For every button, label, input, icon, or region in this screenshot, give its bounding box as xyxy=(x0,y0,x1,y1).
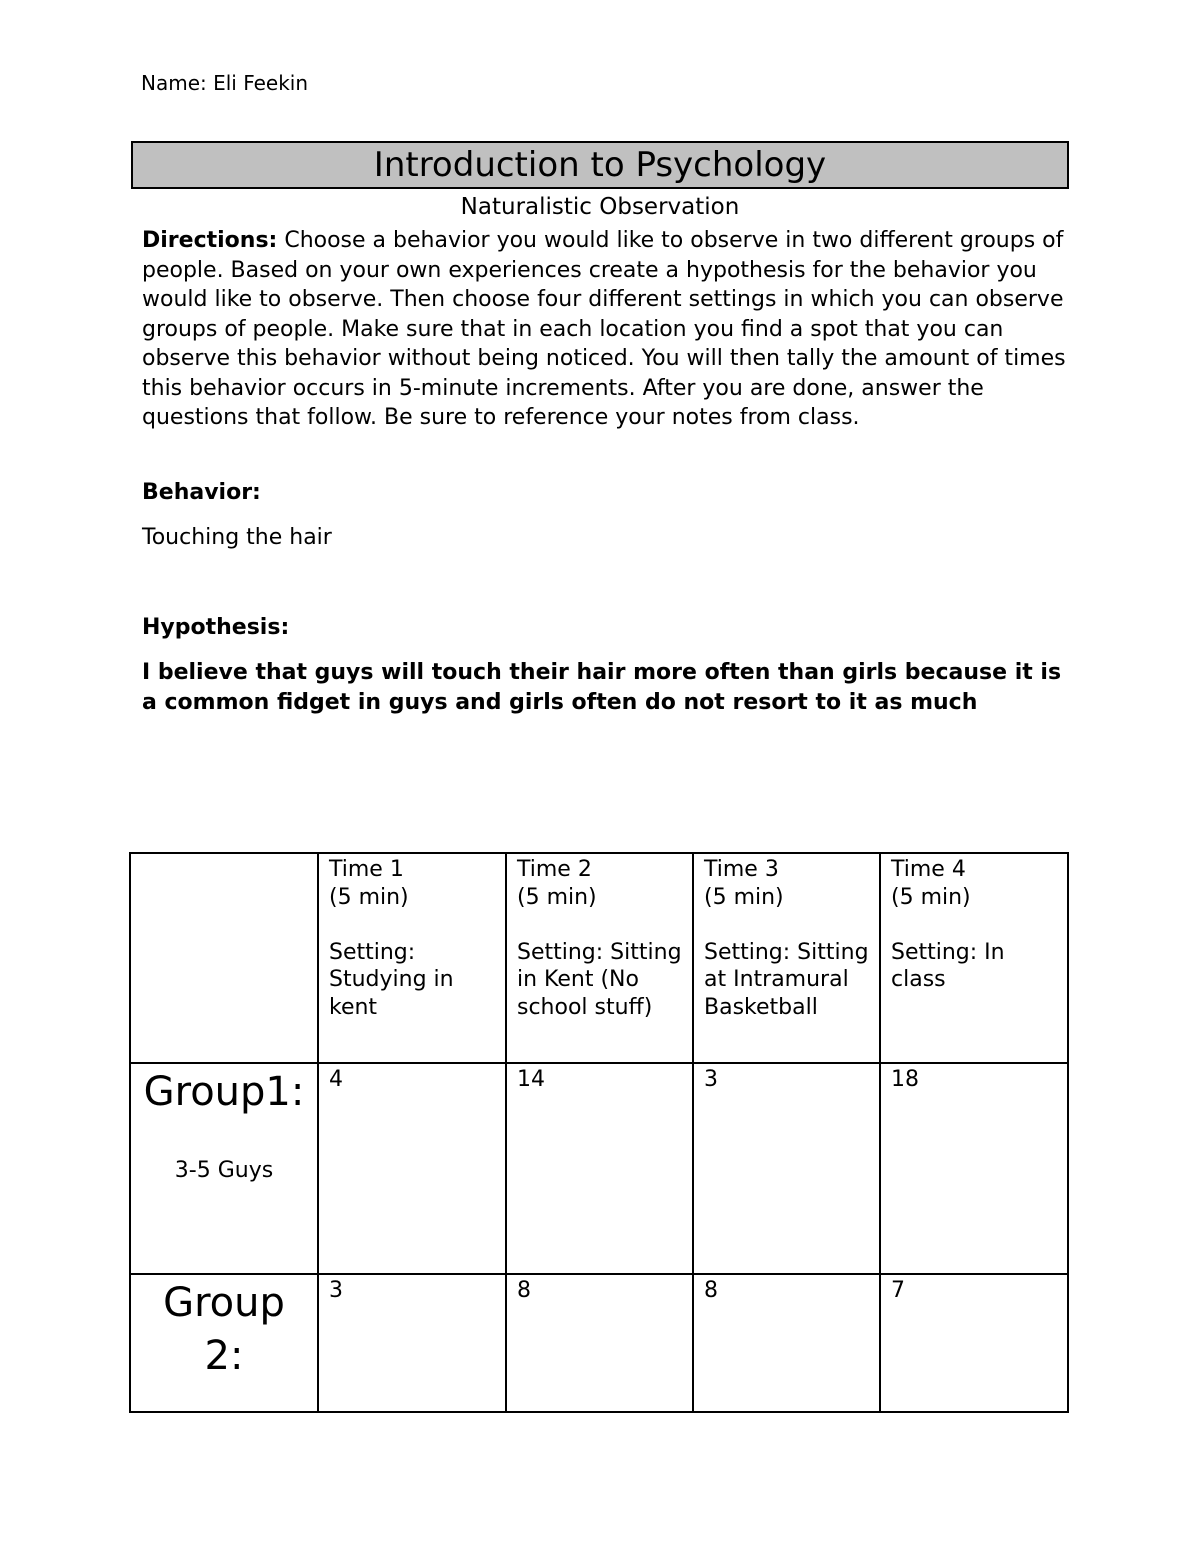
table-cell: 8 xyxy=(506,1274,693,1412)
table-header-cell xyxy=(506,853,693,1063)
table-cell: 18 xyxy=(880,1063,1068,1274)
table-cell: 14 xyxy=(506,1063,693,1274)
hypothesis-value: I believe that guys will touch their hair more often than girls because it is a common fidget in guys and girls often do not resort to it as much xyxy=(142,660,1062,715)
duration-label: (5 min) xyxy=(517,884,597,910)
table-header-cell xyxy=(880,853,1068,1063)
hypothesis-label: Hypothesis: xyxy=(142,615,290,640)
duration-label: (5 min) xyxy=(891,884,971,910)
group-label-cell xyxy=(130,1063,318,1274)
group-label-cell xyxy=(130,1274,318,1412)
table-row-group-1 xyxy=(130,1063,1068,1274)
table-cell: 3 xyxy=(693,1063,880,1274)
table-cell: 7 xyxy=(880,1274,1068,1412)
student-name: Name: Eli Feekin xyxy=(141,71,309,95)
document-title: Introduction to Psychology xyxy=(131,141,1069,189)
table-cell: 8 xyxy=(693,1274,880,1412)
table-corner-cell xyxy=(130,853,318,1063)
behavior-value: Touching the hair xyxy=(142,525,332,550)
table-header-cell xyxy=(318,853,506,1063)
setting-label: Setting: Sitting in Kent (No school stuff) xyxy=(517,939,682,1020)
time-label: Time 3 xyxy=(704,857,779,882)
table-cell: 4 xyxy=(318,1063,506,1274)
observation-table xyxy=(129,852,1069,1413)
group-name: Group 2: xyxy=(163,1280,285,1379)
group-name: Group1: xyxy=(143,1069,305,1115)
duration-label: (5 min) xyxy=(329,884,409,910)
time-label: Time 4 xyxy=(891,857,966,882)
table-header-row xyxy=(130,853,1068,1063)
setting-label: Setting: Studying in kent xyxy=(329,939,454,1020)
time-label: Time 1 xyxy=(329,857,404,882)
duration-label: (5 min) xyxy=(704,884,784,910)
setting-label: Setting: Sitting at Intramural Basketball xyxy=(704,939,869,1020)
directions-paragraph xyxy=(142,226,1072,433)
table-cell: 3 xyxy=(318,1274,506,1412)
document-subtitle: Naturalistic Observation xyxy=(460,194,740,220)
directions-text: Choose a behavior you would like to observe in two different groups of people. Based on your own experiences create a hypothesis for the behavior you would like to observe. Then choose four different settings in which you can observe groups of people. Make sure that in each location you find a spot that you can observe this behavior without being noticed. You will then tally the amount of times this behavior occurs in 5-minute increments. After you are done, answer the questions that follow. Be sure to reference your notes from class. xyxy=(142,228,1066,430)
table-row-group-2 xyxy=(130,1274,1068,1412)
table-header-cell xyxy=(693,853,880,1063)
group-description: 3-5 Guys xyxy=(174,1158,274,1183)
time-label: Time 2 xyxy=(517,857,592,882)
setting-label: Setting: In class xyxy=(891,939,1005,992)
directions-label: Directions: xyxy=(142,228,278,253)
behavior-label: Behavior: xyxy=(142,480,261,505)
